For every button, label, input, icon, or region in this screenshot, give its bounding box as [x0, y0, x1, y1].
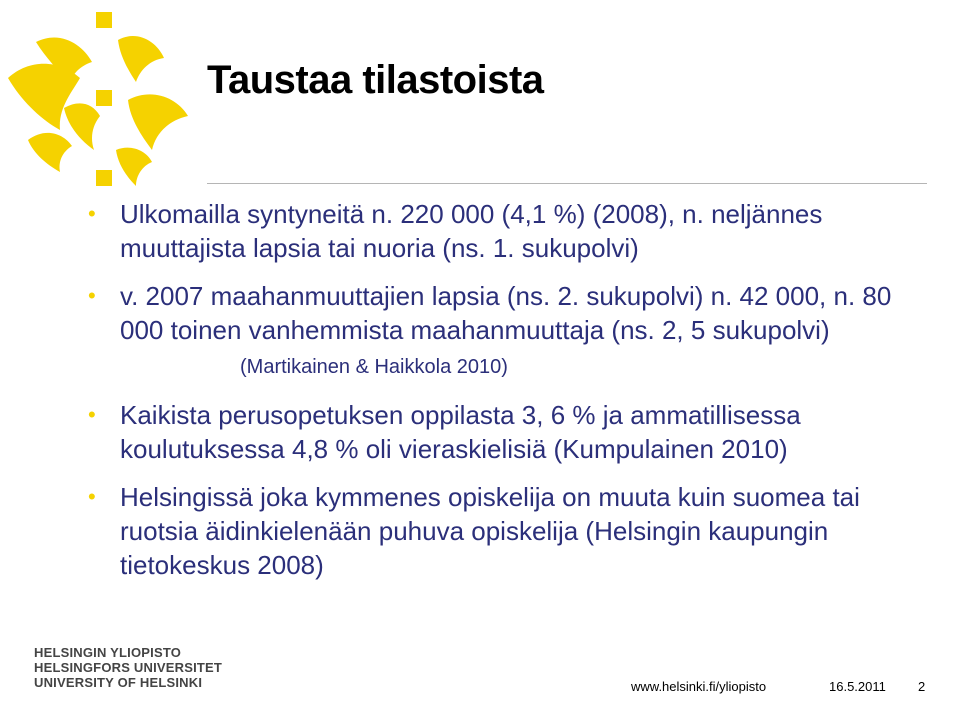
title-divider	[207, 183, 927, 184]
footer-url: www.helsinki.fi/yliopisto	[631, 679, 767, 694]
slide-title: Taustaa tilastoista	[207, 58, 544, 102]
bullet-item	[88, 197, 938, 265]
footer-page-number: 2	[918, 679, 926, 694]
university-name-sv: HELSINGFORS UNIVERSITET	[34, 660, 223, 675]
university-wordmark	[34, 645, 222, 690]
bullet-text: Helsingissä joka kymmenes opiskelija on muuta kuin suomea tai ruotsia äidinkielenään puhuva opiskelija (Helsingin kaupungin tietokeskus 2008)	[120, 482, 860, 580]
bullet-item	[88, 480, 938, 582]
footer-date: 16.5.2011	[829, 679, 886, 694]
bullet-text: v. 2007 maahanmuuttajien lapsia (ns. 2. sukupolvi) n. 42 000, n. 80 000 toinen vanhemmista maahanmuuttaja (ns. 2, 5 sukupolvi)	[120, 281, 892, 345]
bullet-item	[88, 398, 938, 466]
bullet-text: Ulkomailla syntyneitä n. 220 000 (4,1 %) (2008), n. neljännes muuttajista lapsia tai nuoria (ns. 1. sukupolvi)	[120, 199, 823, 263]
university-name-en: UNIVERSITY OF HELSINKI	[34, 675, 203, 690]
bullet-item	[88, 279, 938, 384]
bullet-citation: (Martikainen & Haikkola 2010)	[240, 356, 508, 378]
bullet-text: Kaikista perusopetuksen oppilasta 3, 6 % ja ammatillisessa koulutuksessa 4,8 % oli vieraskielisiä (Kumpulainen 2010)	[120, 400, 801, 464]
bullet-list	[88, 197, 938, 596]
university-name-fi: HELSINGIN YLIOPISTO	[34, 645, 182, 660]
university-flame-logo	[0, 0, 215, 200]
